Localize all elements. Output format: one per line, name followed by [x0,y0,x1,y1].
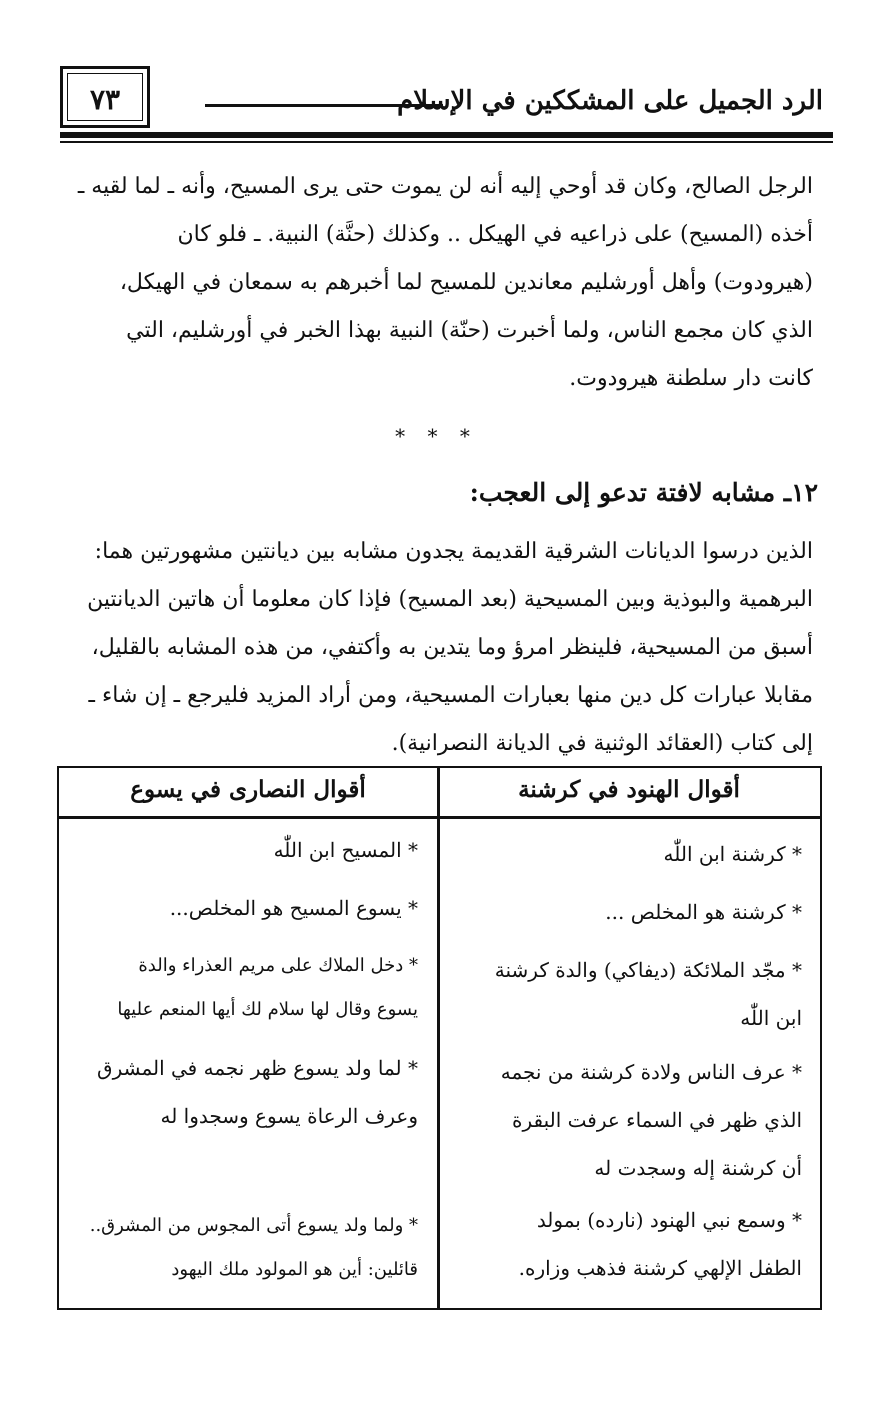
table-cell-christian [73,1204,418,1292]
cell-line: وعرف الرعاة يسوع وسجدوا له [160,1104,418,1128]
cell-line: * ولما ولد يسوع أتى المجوس من المشرق.. [89,1215,418,1236]
table-cell-christian [73,1044,418,1140]
cell-line: * كرشنة هو المخلص ... [605,900,802,924]
text-line: كانت دار سلطنة هيرودوت. [569,366,813,391]
cell-line: * يسوع المسيح هو المخلص... [169,896,418,920]
header-rule-thin [60,141,833,143]
cell-line: الطفل الإلهي كرشنة فذهب وزاره. [518,1256,802,1280]
running-header-title: الرد الجميل على المشككين في الإسلام [397,86,823,116]
page-number: ٧٣ [89,83,121,116]
cell-line: * كرشنة ابن اللّٰه [663,842,802,866]
text-line: (هيرودوت) وأهل أورشليم معاندين للمسيح لما أخبرهم به سمعان في الهيكل، [119,270,813,295]
text-line: البرهمية والبوذية وبين المسيحية (بعد المسيح) فإذا كان معلوما أن هاتين الديانتين [87,587,813,612]
comparison-table [57,766,822,1310]
section-paragraph [53,528,813,768]
cell-line: الذي ظهر في السماء عرفت البقرة [511,1108,802,1132]
page-number-box [60,66,150,128]
table-cell-hindu [452,830,802,878]
text-line: مقابلا عبارات كل دين منها بعبارات المسيحية، ومن أراد المزيد فليرجع ـ إن شاء ـ [88,683,813,708]
paragraph-continuation [53,163,813,403]
cell-line: * عرف الناس ولادة كرشنة من نجمه [500,1060,802,1084]
section-separator: * * * [395,424,478,448]
text-line: الذين درسوا الديانات الشرقية القديمة يجدون مشابه بين ديانتين مشهورتين هما: [94,539,813,564]
table-cell-hindu [452,888,802,936]
text-line: أخذه (المسيح) على ذراعيه في الهيكل .. وكذلك (حنَّة) النبية. ـ فلو كان [177,222,813,247]
table-cell-christian [73,826,418,874]
table-cell-hindu [452,1196,802,1292]
cell-line: * مجّد الملائكة (ديفاكي) والدة كرشنة [494,958,802,982]
text-line: إلى كتاب (العقائد الوثنية في الديانة النصرانية). [391,731,813,756]
text-line: الرجل الصالح، وكان قد أوحي إليه أنه لن يموت حتى يرى المسيح، وأنه ـ لما لقيه ـ [77,174,813,199]
table-header-christian: أقوال النصارى في يسوع [130,776,366,803]
table-cell-hindu [452,946,802,1042]
header-rule-thick [60,132,833,138]
cell-line: * وسمع نبي الهنود (نارده) بمولد [536,1208,802,1232]
cell-line: * لما ولد يسوع ظهر نجمه في المشرق [97,1056,418,1080]
text-line: أسبق من المسيحية، فلينظر امرؤ وما يتدين به وأكتفي، من هذه المشابه بالقليل، [91,635,813,660]
table-cell-christian [73,944,418,1032]
column-divider [437,768,440,1308]
table-cell-christian [73,884,418,932]
cell-line: أن كرشنة إله وسجدت له [594,1156,802,1180]
cell-line: يسوع وقال لها سلام لك أيها المنعم عليها [117,999,418,1020]
cell-line: * دخل الملاك على مريم العذراء والدة [138,955,418,976]
table-cell-hindu [452,1048,802,1192]
section-heading: ١٢ـ مشابه لافتة تدعو إلى العجب: [469,478,818,507]
cell-line: * المسيح ابن اللّٰه [273,838,418,862]
cell-line: ابن اللّٰه [740,1006,802,1030]
table-header-hindu: أقوال الهنود في كرشنة [518,776,740,803]
cell-line: قائلين: أين هو المولود ملك اليهود [171,1259,418,1280]
text-line: الذي كان مجمع الناس، ولما أخبرت (حنّة) النبية بهذا الخبر في أورشليم، التي [126,318,813,343]
header-divider [59,816,820,819]
